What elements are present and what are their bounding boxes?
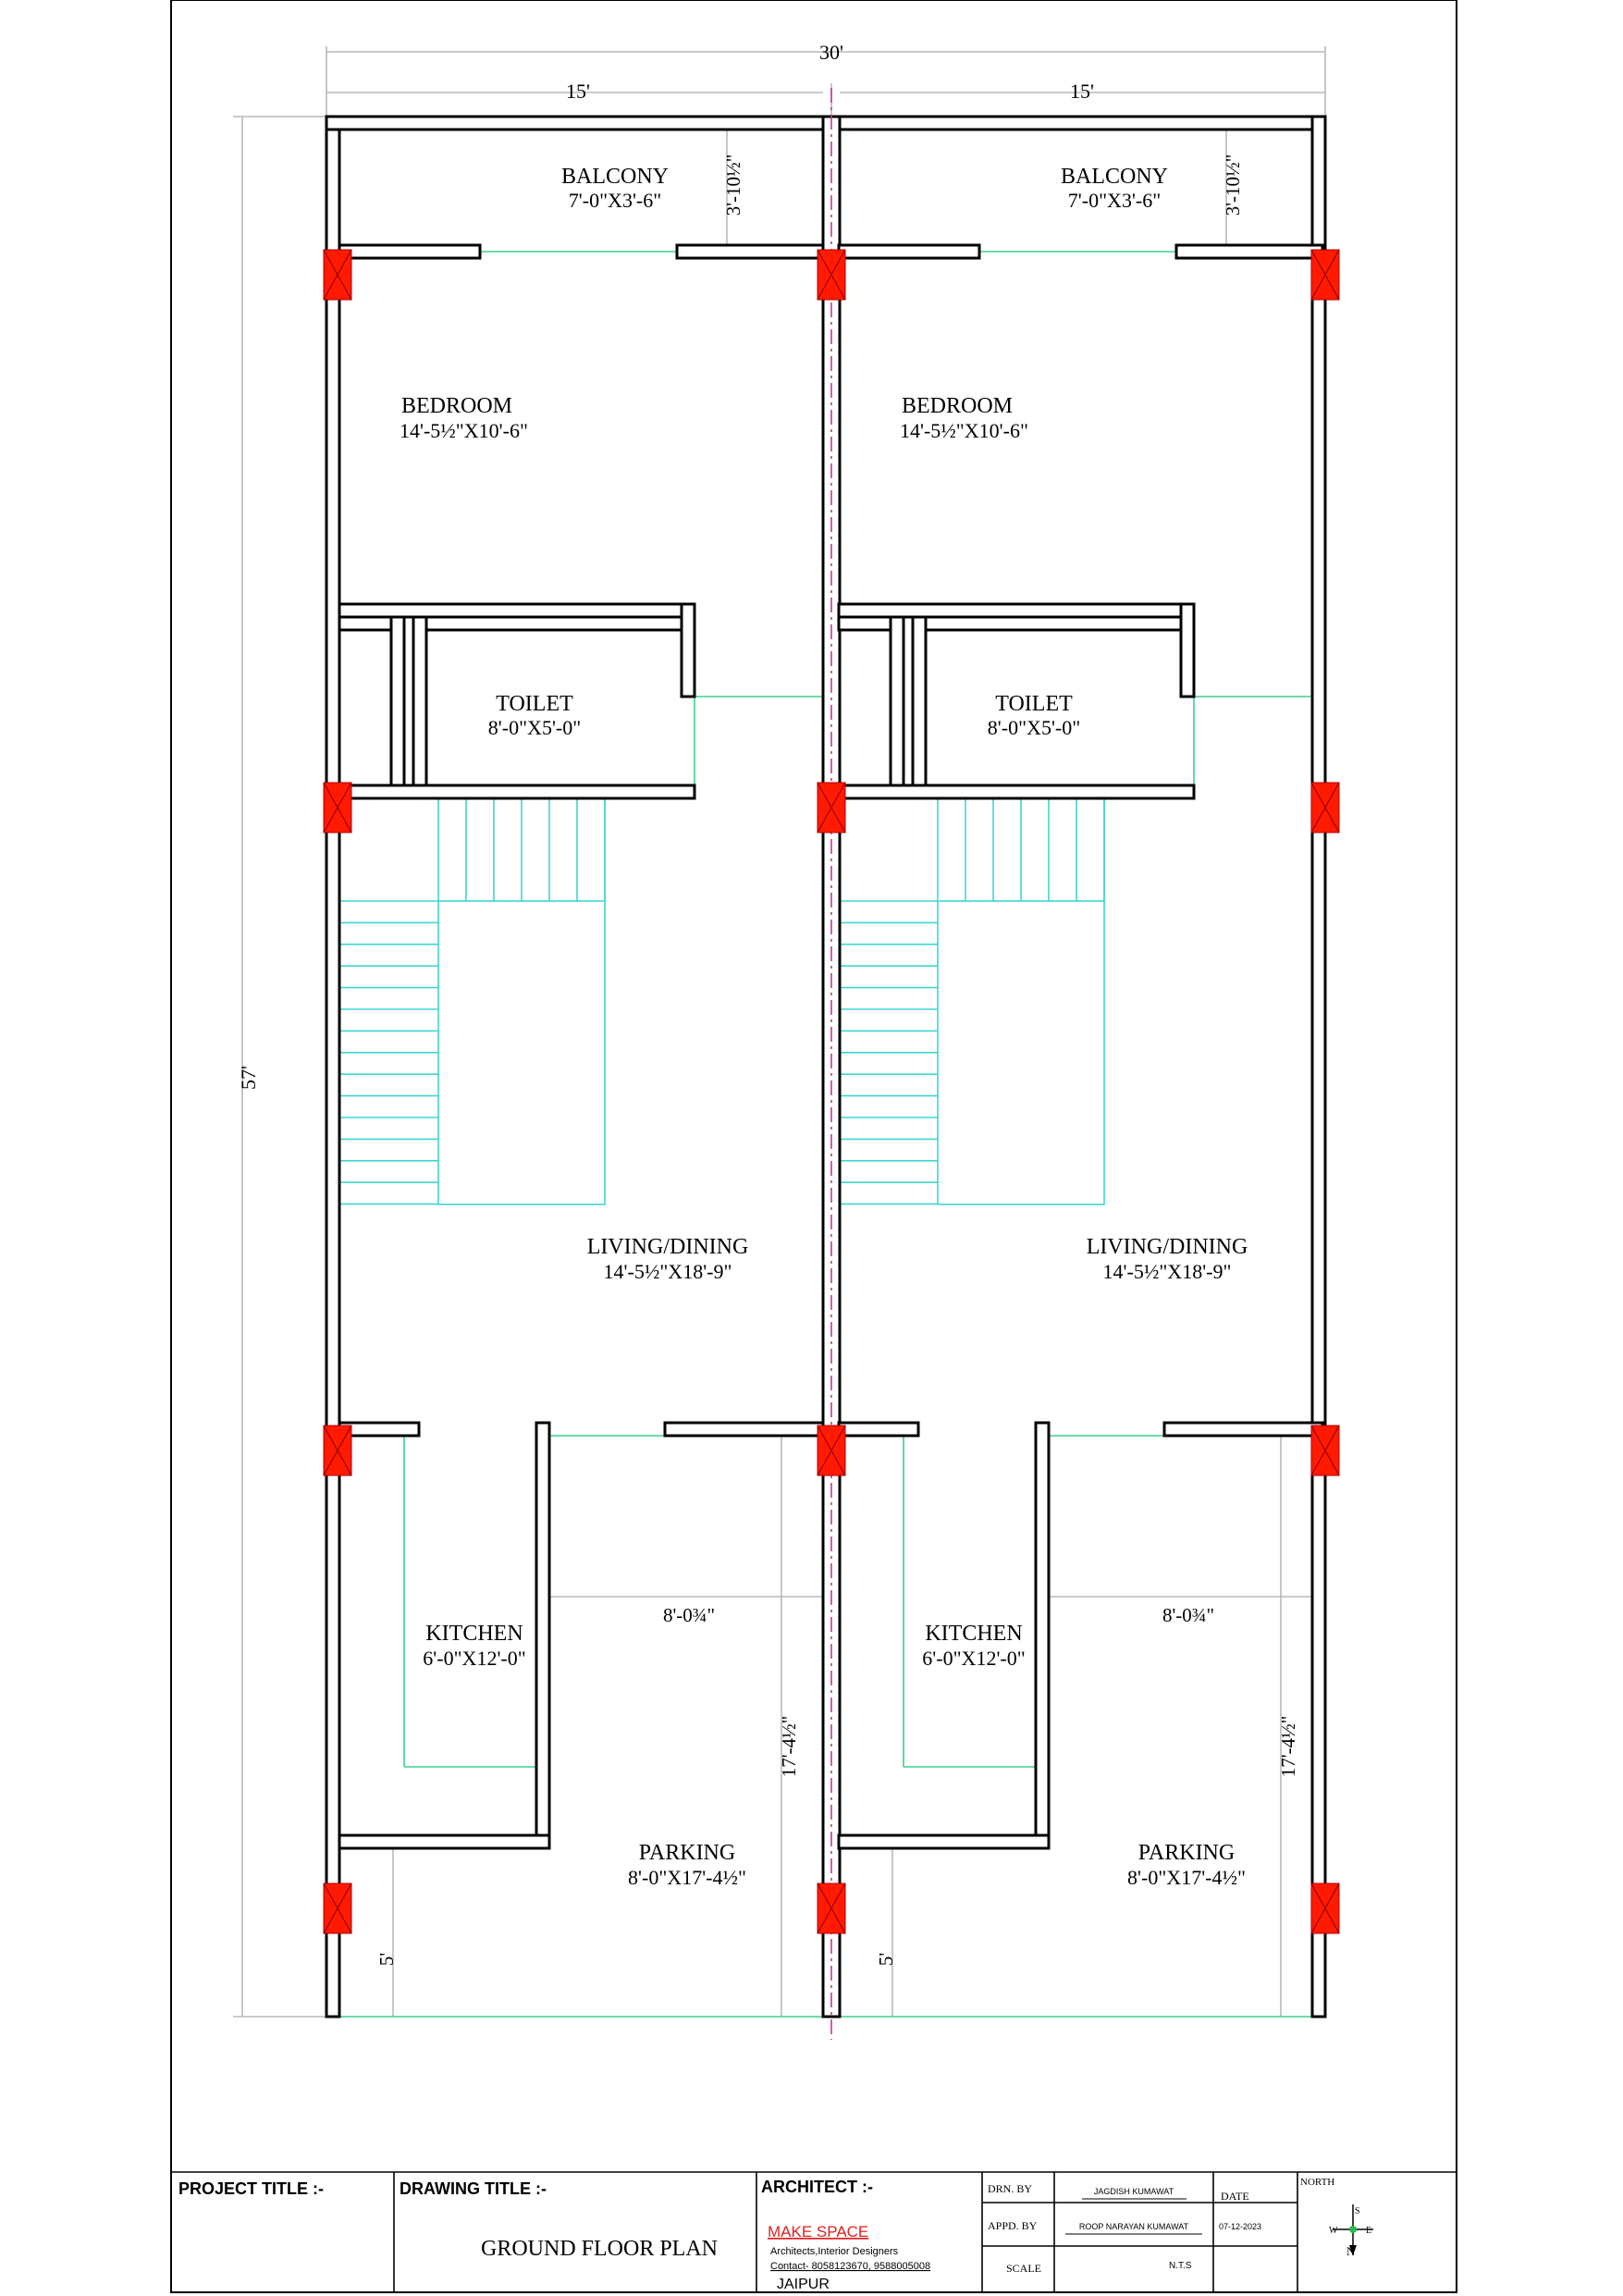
living-label: LIVING/DINING [1086,1235,1248,1259]
toilet-wall-corner [1181,604,1194,697]
column-icon [818,250,845,300]
north-label: NORTH [1300,2177,1335,2188]
appd-by-label: APPD. BY [988,2219,1038,2232]
kitchen-size: 6'-0"X12'-0" [423,1647,526,1670]
column-icon [818,783,845,833]
parking-wall-top [1164,1423,1322,1436]
compass-w: W [1329,2226,1338,2236]
column-icon [818,1883,845,1933]
column-icon [1311,783,1339,833]
toilet-wall-top [913,617,1181,630]
balcony-wall-right [1176,245,1322,258]
overall-width-dim: 30' [819,41,843,64]
bedroom-label: BEDROOM [902,394,1014,418]
toilet-wall-bottom [339,785,695,798]
kitchen-label: KITCHEN [425,1622,523,1646]
date-label: DATE [1221,2190,1249,2203]
left-width-dim: 15' [566,80,590,103]
column-icon [324,783,351,833]
outer-wall-right [1312,117,1325,2017]
balcony-depth-dim: 3'-10½" [1222,154,1244,216]
bedroom-size: 14'-5½"X10'-6" [900,419,1028,442]
toilet-wall-left [413,617,426,798]
parking-wall-top [665,1423,823,1436]
sheet-border [171,0,1457,2292]
architect-label: ARCHITECT :- [761,2178,873,2196]
lobby-wall-side [391,617,404,798]
kitchen-label: KITCHEN [925,1622,1023,1646]
parking-width-dim: 8'-0¾" [662,1604,716,1626]
toilet-label: TOILET [995,692,1073,716]
bedroom-wall [839,604,1194,617]
right-width-dim: 15' [1070,80,1094,103]
column-icon [324,250,351,300]
parking-size: 8'-0"X17'-4½" [1127,1866,1246,1889]
column-icon [1311,1883,1339,1933]
column-icon [324,1426,351,1475]
balcony-wall-right [677,245,823,258]
bedroom-label: BEDROOM [401,394,513,418]
compass-n: N [1346,2244,1356,2258]
firm-tagline: Architects,Interior Designers [770,2246,899,2257]
north-compass-icon [1329,2204,1373,2258]
balcony-wall-left [839,245,979,258]
firm-contact: Contact- 8058123670, 9588005008 [770,2261,931,2272]
balcony-label: BALCONY [1060,165,1169,189]
parking-label: PARKING [638,1841,736,1865]
toilet-wall-top [413,617,682,630]
balcony-label: BALCONY [560,165,670,189]
project-title-label: PROJECT TITLE :- [178,2179,324,2198]
balcony-wall-left [339,245,480,258]
bedroom-wall [339,604,695,617]
balcony-size: 7'-0"X3'-6" [1067,189,1162,212]
parking-size: 8'-0"X17'-4½" [628,1866,746,1889]
appd-by-value: ROOP NARAYAN KUMAWAT [1078,2222,1189,2231]
outer-wall-left [326,117,339,2017]
parking-depth-dim: 17'-4½" [778,1715,800,1778]
drawing-title: GROUND FLOOR PLAN [480,2237,719,2261]
kitchen-wall-bottom [839,1835,1049,1848]
unit-left [375,154,800,1966]
firm-name: MAKE SPACE [768,2223,869,2240]
balcony-size: 7'-0"X3'-6" [568,189,662,212]
toilet-wall-left [913,617,926,798]
lobby-wall-side [891,617,904,798]
toilet-wall-corner [682,604,695,697]
parking-depth-dim: 17'-4½" [1277,1715,1299,1778]
living-label: LIVING/DINING [586,1235,749,1259]
compass-s: S [1355,2206,1360,2216]
drn-by-value: JAGDISH KUMAWAT [1093,2187,1174,2196]
drn-by-label: DRN. BY [988,2182,1033,2195]
column-icon [818,1426,845,1475]
firm-city: JAIPUR [777,2277,830,2292]
toilet-size: 8'-0"X5'-0" [487,716,582,739]
date-value: 07-12-2023 [1219,2222,1262,2231]
kitchen-wall-top [839,1423,918,1436]
unit-right [875,154,1299,1966]
toilet-wall-bottom [839,785,1194,798]
living-size: 14'-5½"X18'-9" [603,1260,732,1283]
living-size: 14'-5½"X18'-9" [1102,1260,1232,1283]
toilet-size: 8'-0"X5'-0" [987,716,1081,739]
column-icon [1311,250,1339,300]
drawing-title-label: DRAWING TITLE :- [400,2179,547,2198]
overall-depth-dim: 57' [237,1066,260,1090]
column-icon [324,1883,351,1933]
parking-label: PARKING [1137,1841,1236,1865]
kitchen-wall-right [1036,1423,1049,1848]
column-icon [1311,1426,1339,1475]
setback-dim: 5' [875,1952,897,1967]
kitchen-wall-right [536,1423,549,1848]
bedroom-size: 14'-5½"X10'-6" [400,419,528,442]
balcony-depth-dim: 3'-10½" [722,154,744,216]
kitchen-size: 6'-0"X12'-0" [922,1647,1026,1670]
stair-landing [438,901,605,1204]
compass-e: E [1366,2226,1372,2236]
parking-width-dim: 8'-0¾" [1162,1604,1215,1626]
setback-dim: 5' [375,1952,398,1967]
staircases [339,799,1104,1204]
kitchen-wall-bottom [339,1835,549,1848]
scale-value: N.T.S [1169,2261,1192,2271]
scale-label: SCALE [1006,2262,1042,2275]
stair-landing [938,901,1104,1204]
toilet-label: TOILET [496,692,573,716]
